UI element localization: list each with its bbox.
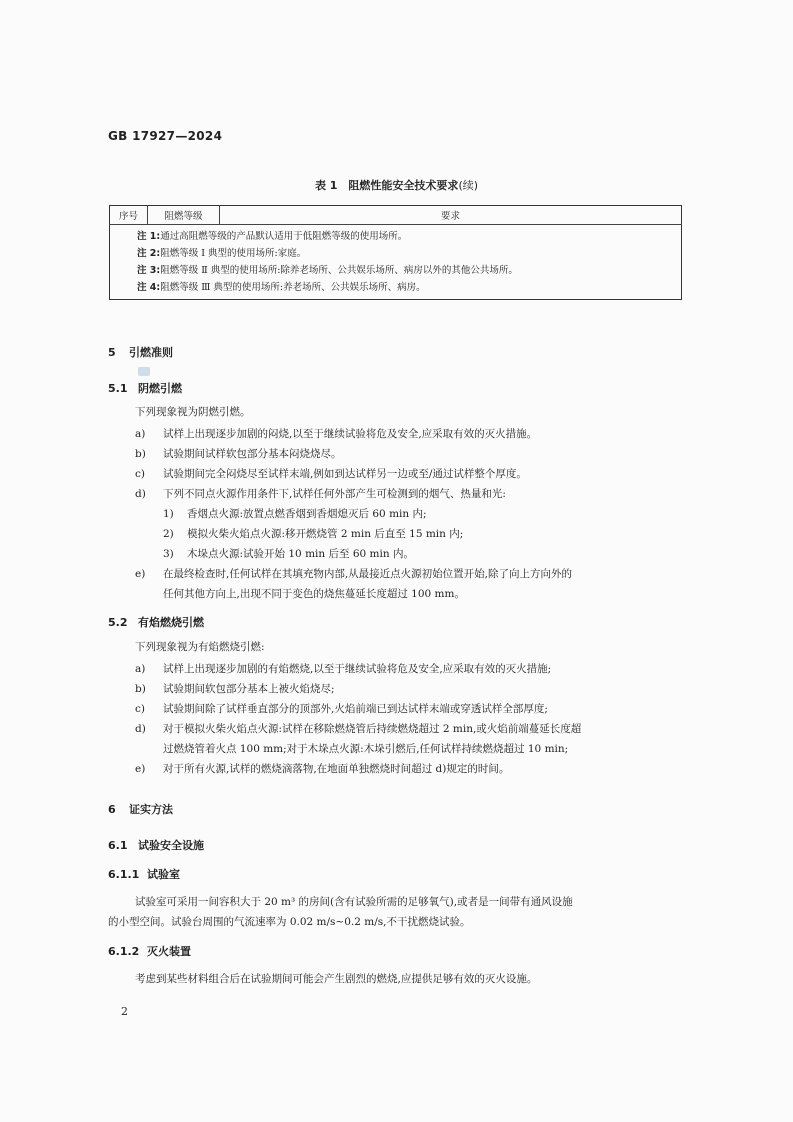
list-item-text: 试验期间软包部分基本上被火焰烧尽; (163, 683, 335, 695)
list-marker: 2) (163, 528, 174, 540)
section-title: 阴燃引燃 (138, 382, 182, 395)
requirements-table (109, 205, 682, 300)
list-item (135, 567, 572, 581)
table-title-text: 表 1 阻燃性能安全技术要求 (314, 179, 459, 192)
list-item-text: 在最终检查时,任何试样在其填充物内部,从最接近点火源初始位置开始,除了向上方向外的 (163, 568, 573, 580)
section-title: 试验安全设施 (138, 839, 204, 852)
list-item-text: 试验期间完全闷烧尽至试样末端,例如到达试样另一边或至/通过试样整个厚度。 (163, 468, 527, 480)
section-number: 6.1.2 (108, 945, 140, 958)
list-marker: e) (135, 763, 146, 775)
list-item-text: 模拟火柴火焰点火源:移开燃烧管 2 min 后直至 15 min 内; (187, 528, 464, 540)
table-title (0, 177, 793, 193)
table-note-row (110, 262, 682, 279)
list-marker: a) (135, 663, 146, 675)
paragraph: 考虑到某些材料组合后在试验期间可能会产生剧烈的燃烧,应提供足够有效的灭火设施。 (135, 973, 538, 985)
list-item-text: 下列不同点火源作用条件下,试样任何外部产生可检测到的烟气、热量和光: (163, 488, 506, 500)
note-label: 注 3: (137, 265, 161, 276)
list-item (135, 702, 548, 716)
page-number: 2 (121, 1005, 128, 1018)
section-5-1-heading (108, 380, 182, 396)
note-text: 阻燃等级 Ⅰ 典型的使用场所:家庭。 (160, 248, 307, 259)
section-6-heading (108, 801, 173, 817)
section-title: 证实方法 (129, 803, 173, 816)
note-text: 阻燃等级 Ⅱ 典型的使用场所:除养老场所、公共娱乐场所、病房以外的其他公共场所。 (160, 265, 518, 276)
list-item-text: 对于模拟火柴火焰点火源:试样在移除燃烧管后持续燃烧超过 2 min,或火焰前端蔓延长度超 (163, 723, 582, 735)
list-item (135, 467, 527, 481)
table-note-row (110, 225, 682, 246)
list-marker: d) (135, 488, 146, 500)
section-title: 有焰燃烧引燃 (138, 616, 204, 629)
list-marker: 3) (163, 548, 174, 560)
list-item (135, 682, 335, 696)
section-5-heading (108, 344, 173, 360)
col-header-requirement: 要求 (220, 206, 682, 225)
paragraph: 下列现象视为有焰燃烧引燃: (135, 641, 265, 653)
list-marker: a) (135, 428, 146, 440)
section-title: 引燃准则 (129, 346, 173, 359)
section-title: 试验室 (147, 868, 180, 881)
section-number: 5 (108, 346, 116, 359)
section-title: 灭火装置 (147, 945, 191, 958)
list-item-text: 试样上出现逐步加剧的闷烧,以至于继续试验将危及安全,应采取有效的灭火措施。 (163, 428, 538, 440)
paragraph-continuation: 的小型空间。试验台周围的气流速率为 0.02 m/s~0.2 m/s,不干扰燃烧试验。 (108, 916, 471, 928)
list-item-continuation: 过燃烧管着火点 100 mm;对于木垛点火源:木垛引燃后,任何试样持续燃烧超过 10 min; (163, 743, 569, 755)
section-number: 5.2 (108, 616, 128, 629)
standard-code: GB 17927—2024 (108, 129, 223, 143)
list-item (135, 722, 581, 736)
sub-list-item (163, 507, 427, 521)
sub-list-item (163, 527, 463, 541)
table-note-row (110, 245, 682, 262)
list-marker: d) (135, 723, 146, 735)
section-number: 6.1 (108, 839, 128, 852)
list-item-text: 对于所有火源,试样的燃烧滴落物,在地面单独燃烧时间超过 d)规定的时间。 (163, 763, 510, 775)
list-item (135, 447, 342, 461)
section-number: 5.1 (108, 382, 128, 395)
list-marker: b) (135, 683, 146, 695)
list-item-text: 试样上出现逐步加剧的有焰燃烧,以至于继续试验将危及安全,应采取有效的灭火措施; (163, 663, 552, 675)
list-item (135, 762, 509, 776)
paragraph: 试验室可采用一间容积大于 20 m³ 的房间(含有试验所需的足够氧气),或者是一间带有通风设施 (135, 896, 573, 908)
section-6-1-1-heading (108, 866, 180, 882)
note-label: 注 1: (137, 231, 161, 242)
list-marker: 1) (163, 508, 174, 520)
section-6-1-2-heading (108, 943, 191, 959)
watermark-stamp-icon (138, 367, 150, 376)
list-item (135, 427, 537, 441)
paragraph: 下列现象视为阴燃引燃。 (135, 406, 251, 418)
list-marker: b) (135, 448, 146, 460)
sub-list-item (163, 547, 414, 561)
list-marker: c) (135, 468, 145, 480)
note-label: 注 4: (137, 282, 161, 293)
col-header-seq: 序号 (110, 206, 148, 225)
list-item (135, 487, 506, 501)
note-text: 通过高阻燃等级的产品默认适用于低阻燃等级的使用场所。 (160, 231, 408, 242)
section-5-2-heading (108, 614, 204, 630)
section-number: 6.1.1 (108, 868, 140, 881)
list-item-text: 试验期间试样软包部分基本闷烧烧尽。 (163, 448, 342, 460)
note-text: 阻燃等级 Ⅲ 典型的使用场所:养老场所、公共娱乐场所、病房。 (160, 282, 426, 293)
table-note-row (110, 279, 682, 300)
section-number: 6 (108, 803, 116, 816)
list-item (135, 662, 551, 676)
col-header-level: 阻燃等级 (148, 206, 220, 225)
list-item-text: 香烟点火源:放置点燃香烟到香烟熄灭后 60 min 内; (187, 508, 427, 520)
list-item-text: 木垛点火源:试验开始 10 min 后至 60 min 内。 (187, 548, 414, 560)
table-continued-label: (续) (458, 179, 479, 192)
note-label: 注 2: (137, 248, 161, 259)
table-header-row (110, 206, 682, 225)
list-marker: e) (135, 568, 146, 580)
list-item-text: 试验期间除了试样垂直部分的顶部外,火焰前端已到达试样末端或穿透试样全部厚度; (163, 703, 548, 715)
list-item-continuation: 任何其他方向上,出现不同于变色的烧焦蔓延长度超过 100 mm。 (163, 588, 465, 600)
section-6-1-heading (108, 837, 204, 853)
list-marker: c) (135, 703, 145, 715)
